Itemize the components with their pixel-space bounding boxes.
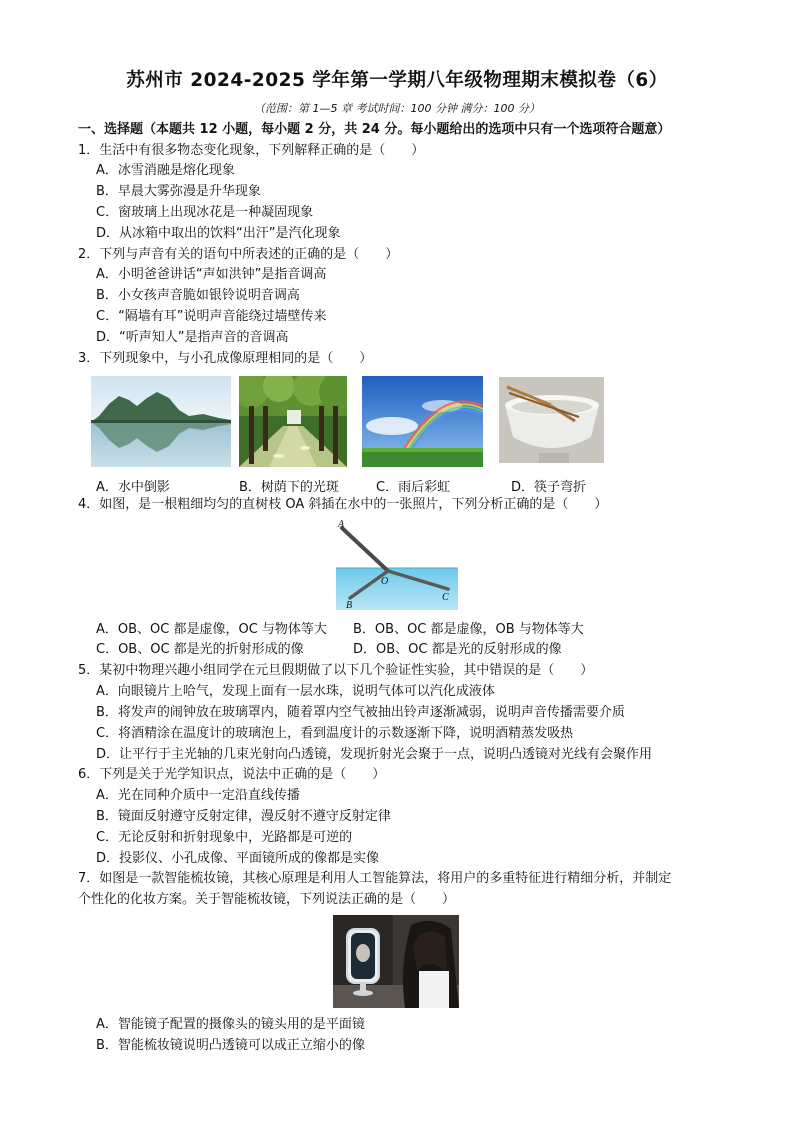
question-6-option-d: D．投影仪、小孔成像、平面镜所成的像都是实像: [96, 851, 380, 866]
point-c-label: C: [442, 592, 449, 603]
question-2-option-c: C．“隔墙有耳”说明声音能绕过墙壁传来: [96, 309, 327, 324]
question-5-stem: 5．某初中物理兴趣小组同学在元旦假期做了以下几个验证性实验，其中错误的是（ ）: [78, 663, 594, 678]
point-o-label: O: [381, 576, 389, 587]
point-b-label: B: [346, 600, 353, 610]
question-5-option-c: C．将酒精涂在温度计的玻璃泡上，看到温度计的示数逐渐下降，说明酒精蒸发吸热: [96, 726, 574, 741]
question-1-option-c: C．窗玻璃上出现冰花是一种凝固现象: [96, 205, 314, 220]
section-heading: 一、选择题（本题共 12 小题，每小题 2 分，共 24 分。每小题给出的选项中只有一个选项符合题意）: [78, 122, 671, 137]
question-1-option-d: D．从冰箱中取出的饮料“出汗”是汽化现象: [96, 226, 341, 241]
question-3-option-a: A．水中倒影: [96, 480, 170, 495]
question-5-option-d: D．让平行于主光轴的几束光射向凸透镜，发现折射光会聚于一点，说明凸透镜对光线有会聚作用: [96, 747, 653, 762]
question-6-stem: 6．下列是关于光学知识点，说法中正确的是（ ）: [78, 767, 386, 782]
question-2-option-a: A．小明爸爸讲话“声如洪钟”是指音调高: [96, 267, 327, 282]
question-4-option-d: D．OB、OC 都是光的反射形成的像: [353, 642, 562, 657]
question-7-option-b: B．智能梳妆镜说明凸透镜可以成正立缩小的像: [96, 1038, 365, 1053]
question-1-option-a: A．冰雪消融是熔化现象: [96, 163, 235, 178]
rainbow-photo: [362, 376, 483, 467]
question-2-stem: 2．下列与声音有关的语句中所表述的正确的是（ ）: [78, 247, 399, 262]
question-7-stem-line-1: 7．如图是一款智能梳妆镜，其核心原理是利用人工智能算法，将用户的多重特征进行精细分析，并制定: [78, 871, 672, 886]
smart-mirror-photo: [333, 915, 459, 1008]
question-6-option-a: A．光在同种介质中一定沿直线传播: [96, 788, 300, 803]
question-7-option-a: A．智能镜子配置的摄像头的镜头用的是平面镜: [96, 1017, 365, 1032]
question-4-option-c: C．OB、OC 都是光的折射形成的像: [96, 642, 304, 657]
question-6-option-b: B．镜面反射遵守反射定律，漫反射不遵守反射定律: [96, 809, 391, 824]
question-3-option-b: B．树荫下的光斑: [239, 480, 339, 495]
question-1-option-b: B．早晨大雾弥漫是升华现象: [96, 184, 261, 199]
question-5-option-b: B．将发声的闹钟放在玻璃罩内，随着罩内空气被抽出铃声逐渐减弱，说明声音传播需要介质: [96, 705, 625, 720]
question-3-stem: 3．下列现象中，与小孔成像原理相同的是（ ）: [78, 351, 373, 366]
question-2-option-d: D．“听声知人”是指声音的音调高: [96, 330, 289, 345]
question-3-option-c: C．雨后彩虹: [376, 480, 451, 495]
tree-shade-photo: [239, 376, 347, 467]
question-4-stem: 4．如图，是一根粗细均匀的直树枝 OA 斜插在水中的一张照片，下列分析正确的是（ ）: [78, 497, 608, 512]
question-7-stem-line-2: 个性化的化妆方案。关于智能梳妆镜，下列说法正确的是（ ）: [78, 892, 456, 907]
branch-in-water-figure: [336, 518, 458, 610]
question-4-option-a: A．OB、OC 都是虚像，OC 与物体等大: [96, 622, 327, 637]
question-5-option-a: A．向眼镜片上哈气，发现上面有一层水珠，说明气体可以汽化成液体: [96, 684, 495, 699]
mountain-reflection-photo: [91, 376, 231, 467]
question-1-stem: 1．生活中有很多物态变化现象，下列解释正确的是（ ）: [78, 143, 425, 158]
bent-chopstick-photo: [499, 377, 604, 463]
question-2-option-b: B．小女孩声音脆如银铃说明音调高: [96, 288, 300, 303]
question-4-option-b: B．OB、OC 都是虚像，OB 与物体等大: [353, 622, 584, 637]
page-title: 苏州市 2024-2025 学年第一学期八年级物理期末模拟卷（6）: [126, 70, 668, 91]
question-3-option-d: D．筷子弯折: [511, 480, 587, 495]
point-a-label: A: [338, 519, 345, 530]
exam-scope-line: （范围：第 1—5 章 考试时间：100 分钟 满分：100 分）: [254, 102, 540, 115]
question-6-option-c: C．无论反射和折射现象中，光路都是可逆的: [96, 830, 353, 845]
